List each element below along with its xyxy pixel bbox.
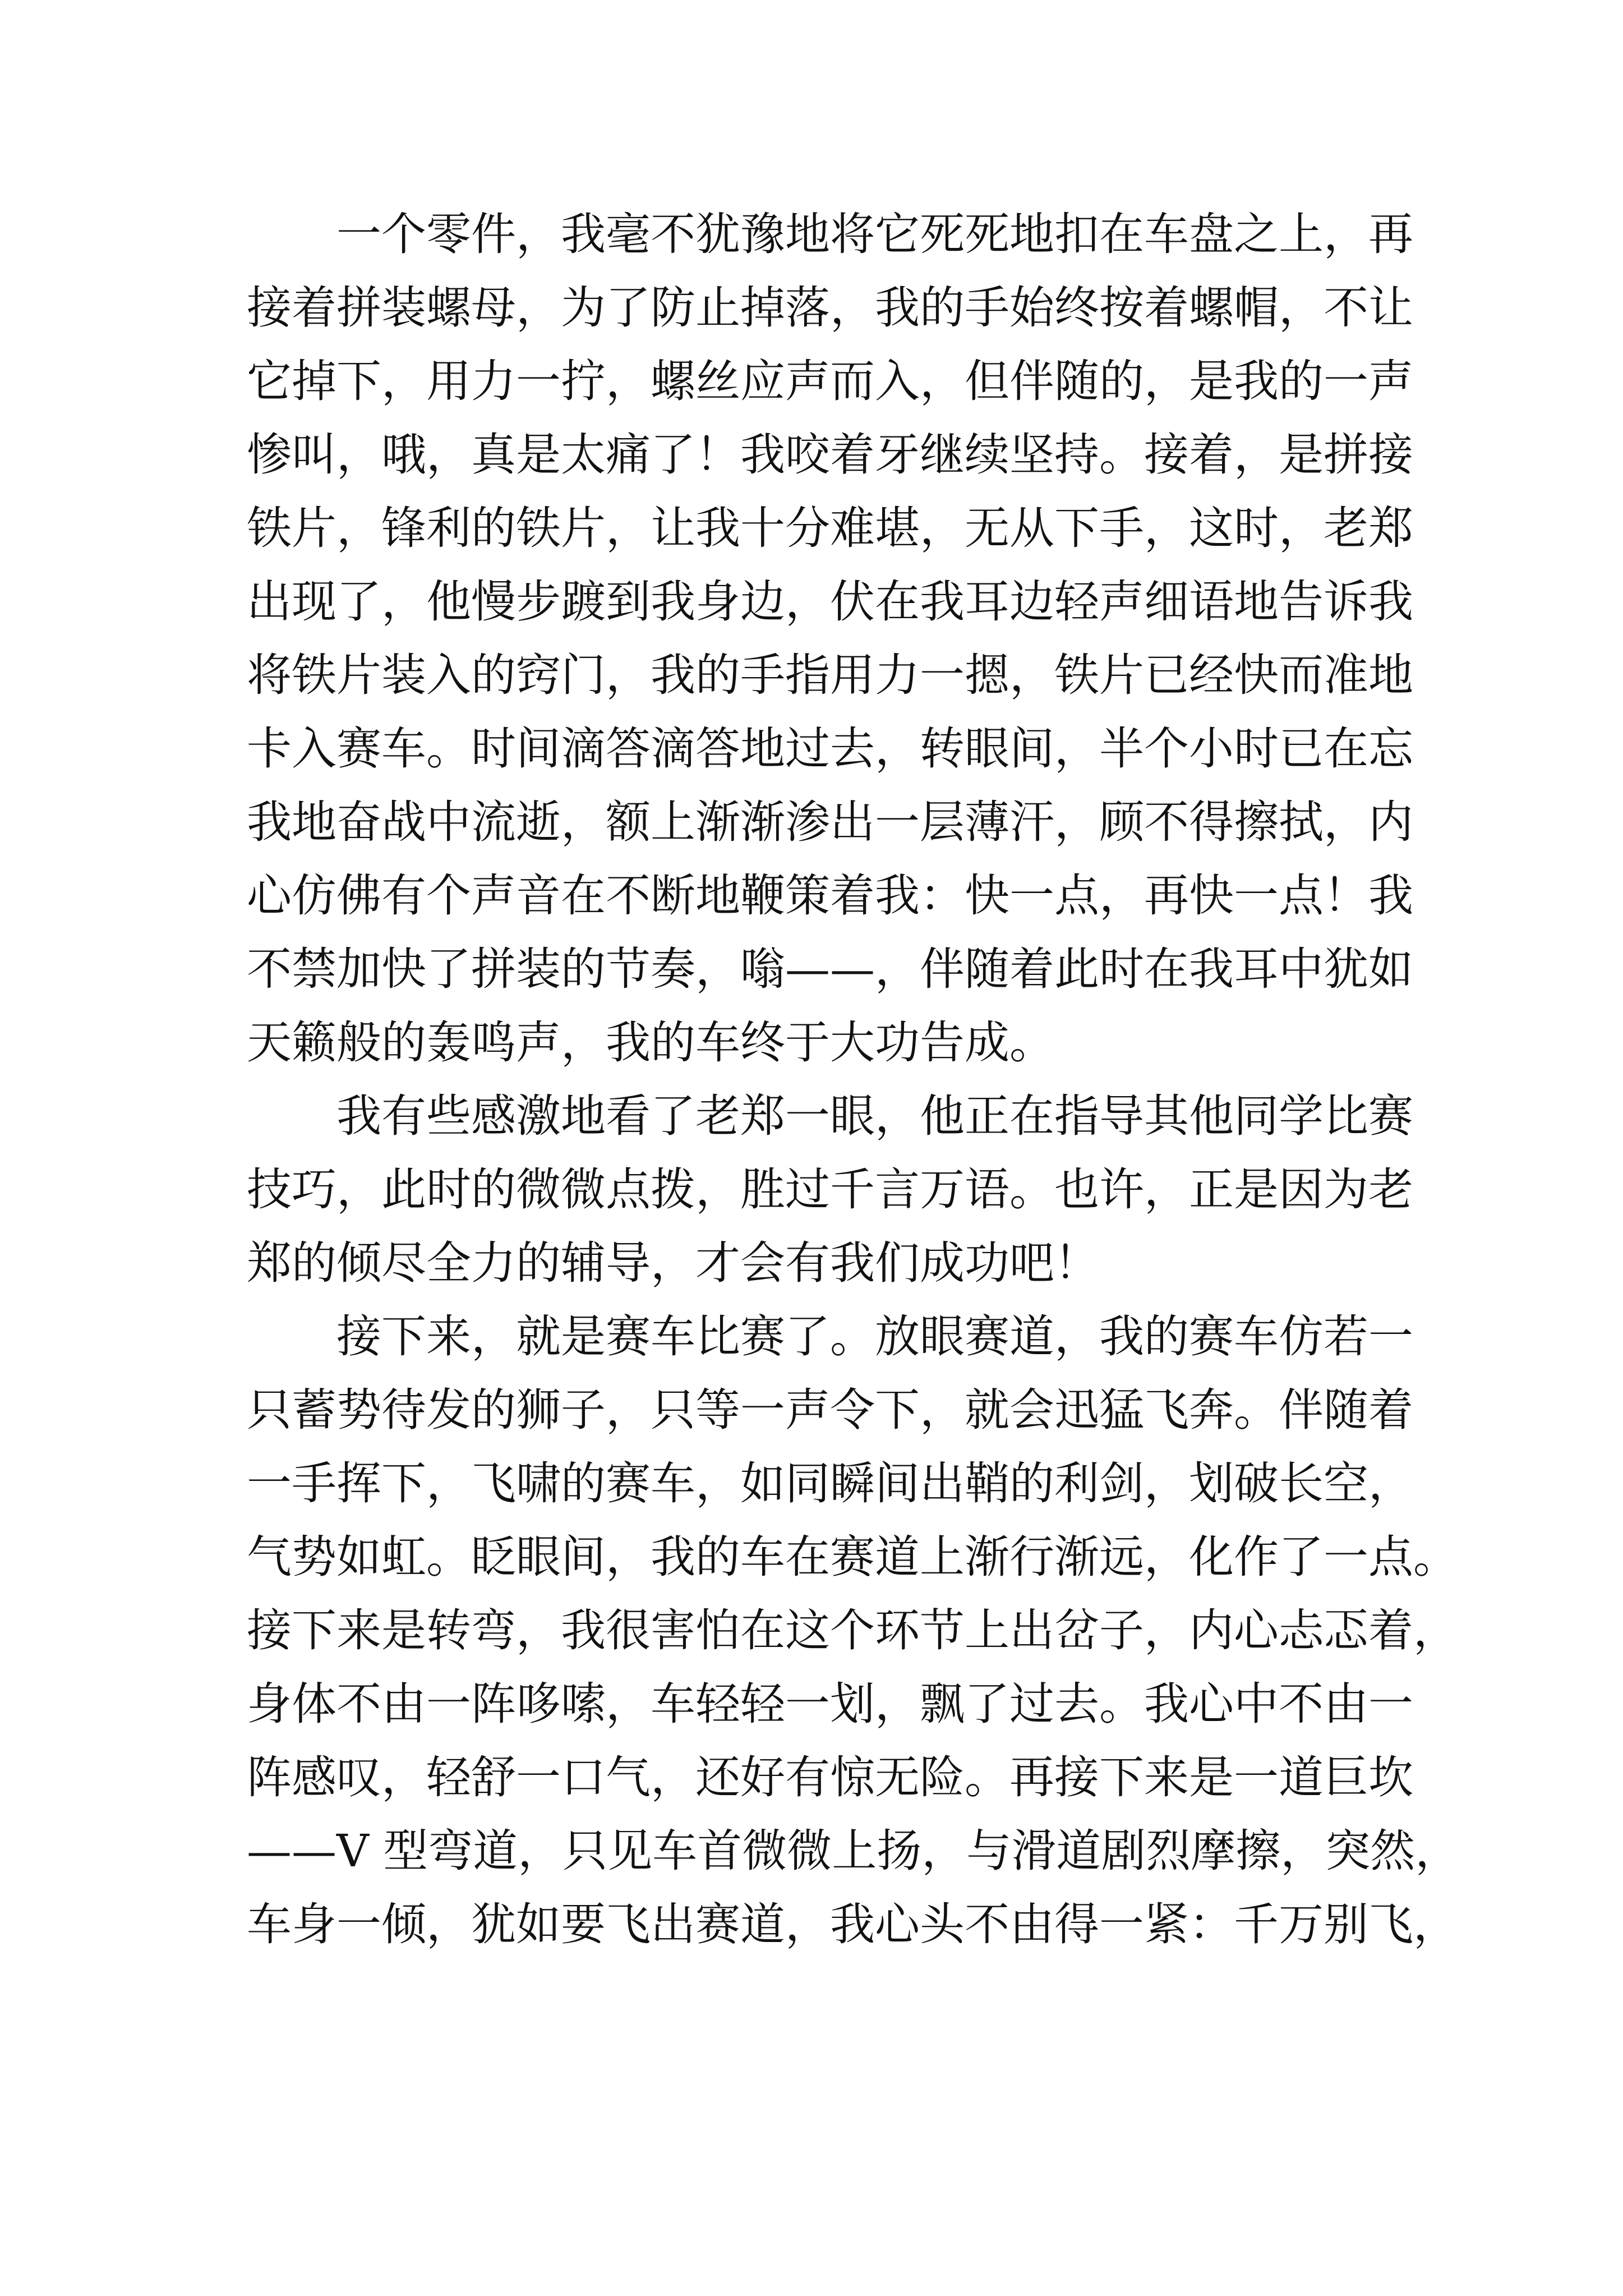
paragraph-2 — [247, 1079, 1413, 1300]
text-line: 气势如虹。眨眼间，我的车在赛道上渐行渐远，化作了一点。 — [247, 1531, 1458, 1583]
text-line: 郑的倾尽全力的辅导，才会有我们成功吧！ — [247, 1237, 1099, 1289]
text-line: 一个零件，我毫不犹豫地将它死死地扣在车盘之上，再 — [247, 208, 1413, 260]
text-line: 惨叫，哦，真是太痛了！我咬着牙继续坚持。接着，是拼接 — [247, 429, 1413, 481]
text-line: 不禁加快了拼装的节奏，嗡——，伴随着此时在我耳中犹如 — [247, 943, 1413, 995]
paragraph-1 — [247, 197, 1413, 1079]
text-line: 一手挥下，飞啸的赛车，如同瞬间出鞘的利剑，划破长空， — [247, 1457, 1413, 1510]
text-line: 天籁般的轰鸣声，我的车终于大功告成。 — [247, 1016, 1054, 1069]
text-line: 阵感叹，轻舒一口气，还好有惊无险。再接下来是一道巨坎 — [247, 1751, 1413, 1803]
text-line: 我地奋战中流逝，额上渐渐渗出一层薄汗，顾不得擦拭，内 — [247, 796, 1413, 848]
text-line: 心仿佛有个声音在不断地鞭策着我：快一点，再快一点！我 — [247, 869, 1413, 922]
text-line: ——V 型弯道，只见车首微微上扬，与滑道剧烈摩擦，突然， — [247, 1825, 1460, 1877]
text-line: 铁片，锋利的铁片，让我十分难堪，无从下手，这时，老郑 — [247, 502, 1413, 554]
text-line: 我有些感激地看了老郑一眼，他正在指导其他同学比赛 — [247, 1090, 1413, 1142]
text-line: 卡入赛车。时间滴答滴答地过去，转眼间，半个小时已在忘 — [247, 723, 1413, 775]
text-line: 车身一倾，犹如要飞出赛道，我心头不由得一紧：千万别飞， — [247, 1898, 1458, 1950]
text-line: 接下来，就是赛车比赛了。放眼赛道，我的赛车仿若一 — [247, 1310, 1413, 1363]
text-line: 将铁片装入的窍门，我的手指用力一摁，铁片已经快而准地 — [247, 649, 1413, 701]
text-line: 接着拼装螺母，为了防止掉落，我的手始终按着螺帽，不让 — [247, 282, 1413, 334]
body-text — [247, 197, 1460, 1961]
text-line: 只蓄势待发的狮子，只等一声令下，就会迅猛飞奔。伴随着 — [247, 1384, 1413, 1436]
text-line: 它掉下，用力一拧，螺丝应声而入，但伴随的，是我的一声 — [247, 355, 1413, 407]
text-line: 出现了，他慢步踱到我身边，伏在我耳边轻声细语地告诉我 — [247, 576, 1413, 628]
text-line: 技巧，此时的微微点拨，胜过千言万语。也许，正是因为老 — [247, 1163, 1413, 1216]
paragraph-3 — [247, 1300, 1460, 1961]
text-line: 接下来是转弯，我很害怕在这个环节上出岔子，内心忐忑着， — [247, 1604, 1458, 1657]
text-line: 身体不由一阵哆嗦，车轻轻一划，飘了过去。我心中不由一 — [247, 1678, 1413, 1730]
